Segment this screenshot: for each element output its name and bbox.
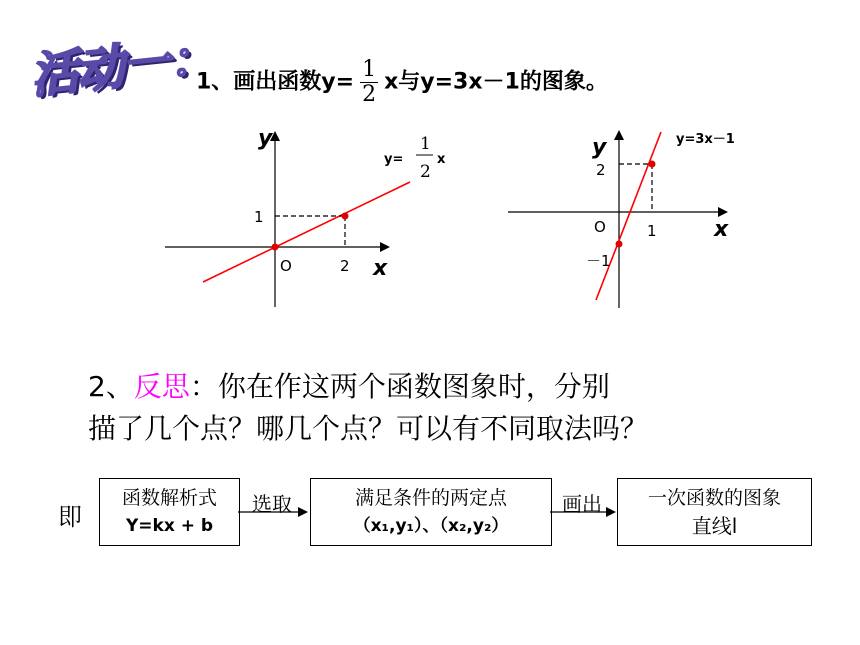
graph1-func-num: 1: [420, 134, 431, 154]
flow-box-function-line2: Y=kx + b: [125, 516, 214, 536]
graph2-y-neg-tick: －1: [586, 252, 611, 270]
graph1-func-den: 2: [420, 162, 431, 182]
activity-badge: 活动一：: [28, 29, 217, 105]
reflection-line-2: 描了几个点？哪几个点？可以有不同取法吗？: [88, 412, 649, 445]
flow-box-graph-line1: 一次函数的图象: [647, 487, 781, 509]
graph1-func-suffix: x: [437, 152, 446, 167]
task-fraction-numerator: 1: [362, 57, 377, 82]
reflection-line-1-text: ：你在作这两个函数图象时，分别: [189, 370, 610, 403]
task-fraction: [360, 58, 378, 107]
task-title: [196, 58, 608, 107]
flow-box-graph: [617, 478, 812, 546]
reflection-number: 2、: [88, 370, 134, 403]
graph1-x-tick: 2: [340, 257, 350, 275]
task-prefix: 1、画出函数y=: [196, 69, 355, 95]
task-fraction-denominator: 2: [362, 82, 377, 108]
flow-box-function: [99, 478, 240, 546]
graph2-y-tick: 2: [596, 161, 606, 179]
reflection-line-1: [88, 366, 648, 408]
graph1-y-label: y: [258, 126, 273, 151]
graph-half-x: [150, 115, 470, 315]
flow-box-graph-line2: 直线l: [691, 514, 738, 538]
graph2-x-label: x: [714, 217, 729, 242]
graph1-origin-label: O: [280, 257, 292, 275]
reflection-question: [88, 366, 648, 450]
flow-lead: 即: [58, 503, 82, 531]
graph1-point-2-1: [342, 213, 349, 220]
graph1-y-tick: 1: [254, 208, 264, 226]
reflection-keyword: 反思: [133, 370, 190, 403]
graph2-origin-label: O: [594, 218, 606, 236]
graph2-point-1-2: [649, 161, 656, 168]
graph1-func-prefix: y=: [384, 152, 404, 167]
flow-box-points-line2: （x₁,y₁）、（x₂,y₂）: [353, 516, 509, 536]
graph2-func-label: y=3x－1: [676, 132, 735, 147]
graph-3x-minus-1: [500, 120, 780, 315]
flow-arrow-2-label: 画出: [562, 492, 602, 516]
graph1-point-origin: [272, 244, 279, 251]
graph1-x-label: x: [373, 256, 388, 281]
graph2-point-0-neg1: [616, 241, 623, 248]
graph2-y-label: y: [592, 135, 607, 160]
graph2-x-tick: 1: [647, 222, 657, 240]
flow-box-function-line1: 函数解析式: [121, 487, 217, 509]
flow-arrow-1-label: 选取: [252, 492, 292, 516]
task-suffix: x与y=3x－1的图象。: [384, 69, 608, 95]
flow-box-points: [310, 478, 552, 546]
flow-box-points-line1: 满足条件的两定点: [354, 487, 507, 509]
